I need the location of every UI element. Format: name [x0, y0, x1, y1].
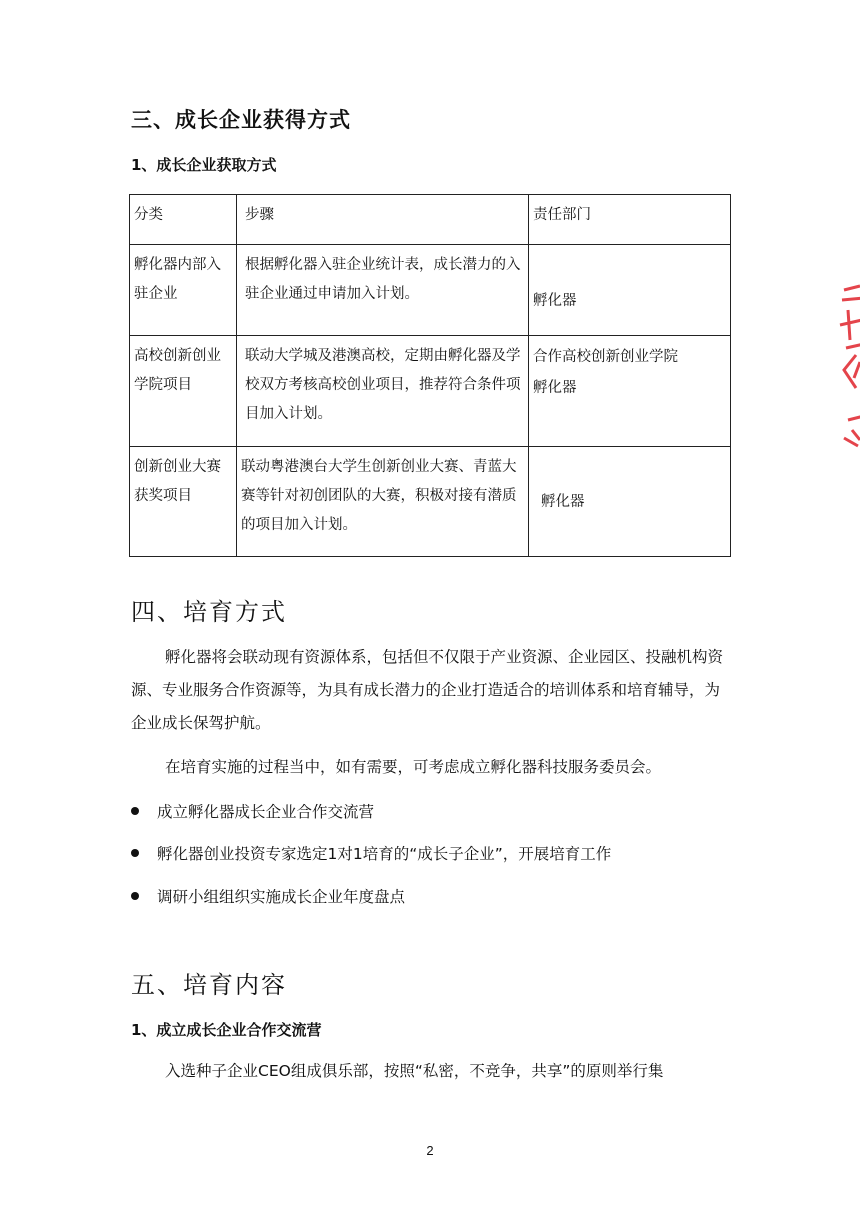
table-row — [130, 447, 731, 557]
bullet-item — [131, 842, 611, 864]
section5-subtitle: 1、成立成长企业合作交流营 — [131, 1021, 322, 1039]
section5-paragraph: 入选种子企业CEO组成俱乐部，按照“私密，不竞争，共享”的原则举行集 — [165, 1062, 664, 1080]
table-header-row — [130, 195, 731, 245]
section4-title: 四、培育方式 — [131, 598, 287, 626]
table-cell-category: 高校创新创业学院项目 — [130, 336, 237, 447]
dept-text: 孵化器 — [541, 494, 585, 510]
table-cell-steps: 联动粤港澳台大学生创新创业大赛、青蓝大赛等针对初创团队的大赛，积极对接有潜质的项目加入计划。 — [237, 447, 529, 557]
section4-paragraph: 在培育实施的过程当中，如有需要，可考虑成立孵化器科技服务委员会。 — [165, 758, 662, 776]
bullet-item — [131, 885, 405, 907]
table-row — [130, 336, 731, 447]
table-cell-category: 孵化器内部入驻企业 — [130, 245, 237, 336]
bullet-dot-icon — [131, 892, 139, 900]
table-cell-dept — [529, 245, 731, 336]
section3-title: 三、成长企业获得方式 — [131, 108, 351, 132]
bullet-text: 调研小组组织实施成长企业年度盘点 — [157, 888, 406, 906]
bullet-text: 成立孵化器成长企业合作交流营 — [157, 803, 375, 821]
acquisition-table — [129, 194, 731, 557]
table-header-cell: 分类 — [130, 195, 237, 245]
bullet-dot-icon — [131, 849, 139, 857]
dept-text: 孵化器 — [533, 380, 577, 396]
table-header-cell: 步骤 — [237, 195, 529, 245]
page-number: 2 — [426, 1143, 434, 1158]
section5-title: 五、培育内容 — [131, 971, 287, 999]
dept-text: 合作高校创新创业学院 — [533, 349, 678, 365]
table-header-cell: 责任部门 — [529, 195, 731, 245]
table-cell-dept — [529, 447, 731, 557]
table-cell-steps: 联动大学城及港澳高校，定期由孵化器及学校双方考核高校创业项目，推荐符合条件项目加入计划。 — [237, 336, 529, 447]
section4-paragraph: 孵化器将会联动现有资源体系，包括但不仅限于产业资源、企业园区、投融机构资源、专业服务合作资源等，为具有成长潜力的企业打造适合的培训体系和培育辅导，为企业成长保驾护航。 — [131, 648, 724, 732]
bullet-text: 孵化器创业投资专家选定1对1培育的“成长子企业”，开展培育工作 — [157, 845, 612, 863]
table-cell-category: 创新创业大赛获奖项目 — [130, 447, 237, 557]
dept-text: 孵化器 — [533, 292, 577, 309]
table-row — [130, 245, 731, 336]
bullet-item — [131, 800, 374, 822]
table-cell-steps: 根据孵化器入驻企业统计表，成长潜力的入驻企业通过申请加入计划。 — [237, 245, 529, 336]
bullet-dot-icon — [131, 807, 139, 815]
red-seal-stamp-icon — [830, 270, 860, 460]
table-cell-dept — [529, 336, 731, 447]
section3-subtitle: 1、成长企业获取方式 — [131, 156, 277, 174]
